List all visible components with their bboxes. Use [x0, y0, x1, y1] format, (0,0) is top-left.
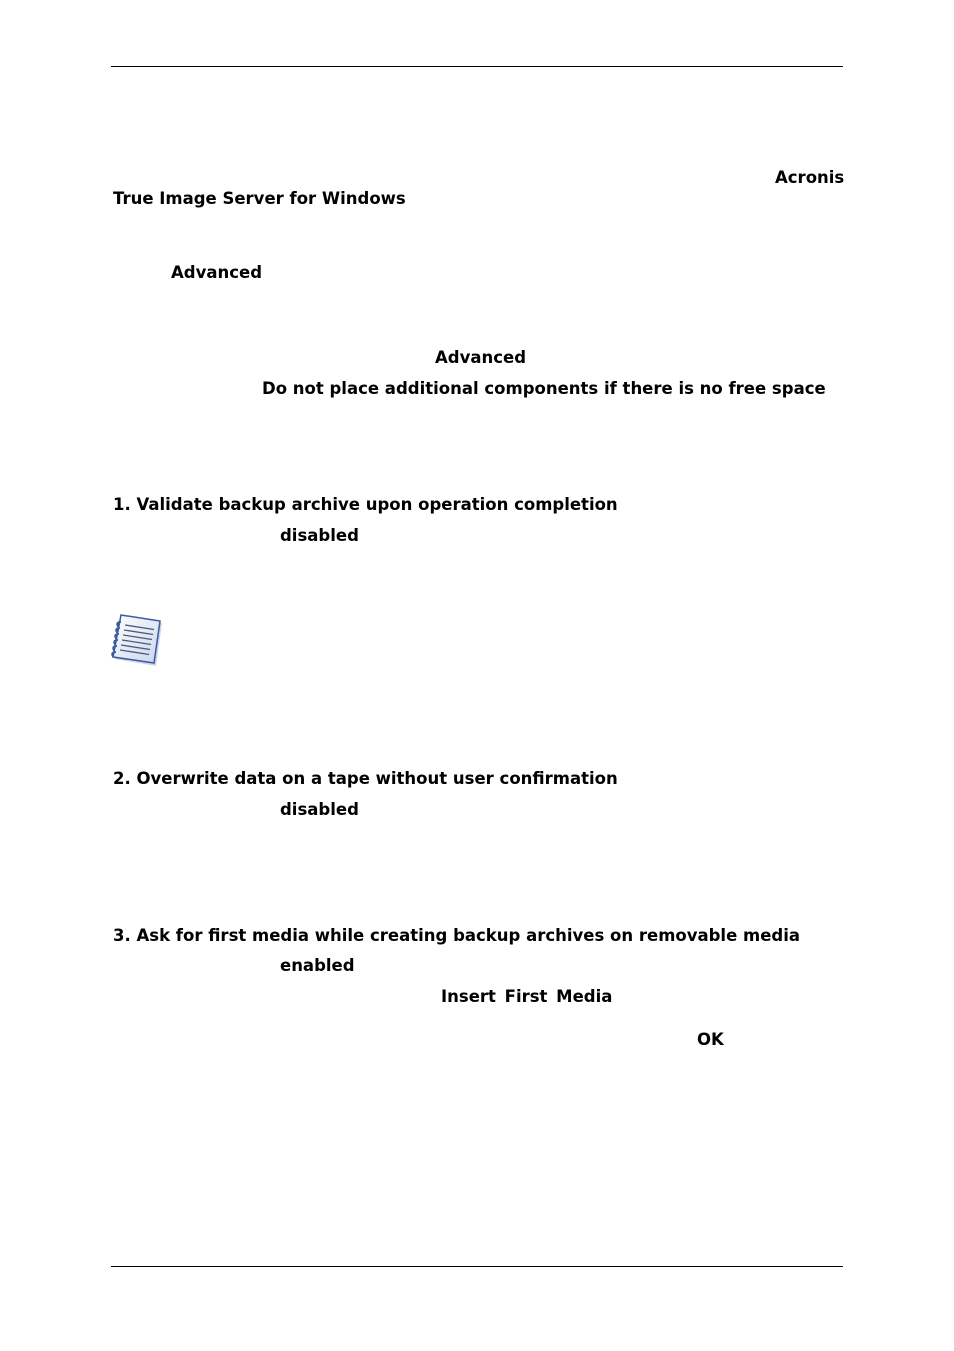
product-name: True Image Server for Windows [113, 189, 406, 208]
insert-first-media-title: Insert First Media [441, 987, 613, 1006]
option-1-default: disabled [280, 526, 359, 545]
acronis-text: Acronis [775, 168, 845, 187]
advanced-label-1: Advanced [171, 263, 262, 282]
no-free-space-option: Do not place additional components if there is no free space [262, 379, 826, 398]
option-1-heading: 1. Validate backup archive upon operation completion [113, 495, 618, 514]
advanced-label-2: Advanced [435, 348, 526, 367]
footer-rule [111, 1266, 843, 1267]
option-2-heading: 2. Overwrite data on a tape without user confirmation [113, 769, 618, 788]
header-rule [111, 66, 843, 67]
option-2-default: disabled [280, 800, 359, 819]
option-3-default: enabled [280, 956, 355, 975]
notepad-icon [111, 612, 167, 668]
option-3-heading: 3. Ask for first media while creating backup archives on removable media [113, 926, 800, 945]
ok-label: OK [697, 1030, 724, 1049]
